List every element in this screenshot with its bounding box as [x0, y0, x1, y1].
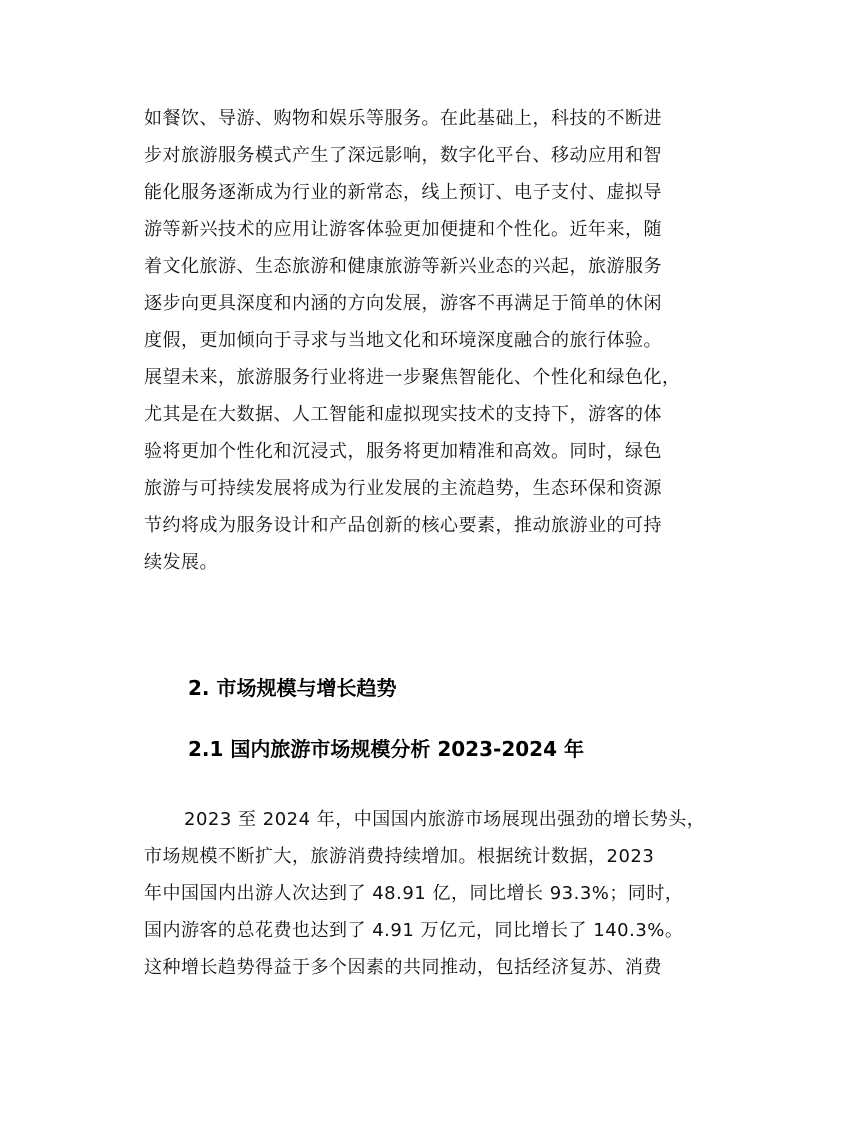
paragraph-line: 逐步向更具深度和内涵的方向发展，游客不再满足于简单的休闲: [144, 293, 662, 314]
paragraph-line: 年中国国内出游人次达到了 48.91 亿，同比增长 93.3%；同时，: [144, 883, 684, 904]
paragraph-line: 这种增长趋势得益于多个因素的共同推动，包括经济复苏、消费: [144, 957, 662, 978]
paragraph-line: 续发展。: [144, 552, 218, 573]
paragraph-domestic-market: [144, 801, 704, 986]
section-heading-market-size: 2. 市场规模与增长趋势: [188, 676, 397, 700]
paragraph-line: 旅游与可持续发展将成为行业发展的主流趋势，生态环保和资源: [144, 478, 662, 499]
paragraph-line: 验将更加个性化和沉浸式，服务将更加精准和高效。同时，绿色: [144, 441, 662, 462]
paragraph-line: 如餐饮、导游、购物和娱乐等服务。在此基础上，科技的不断进: [144, 108, 662, 129]
paragraph-line: 2023 至 2024 年，中国国内旅游市场展现出强劲的增长势头，: [184, 809, 706, 830]
paragraph-line: 国内游客的总花费也达到了 4.91 万亿元，同比增长了 140.3%。: [144, 920, 684, 941]
paragraph-line: 展望未来，旅游服务行业将进一步聚焦智能化、个性化和绿色化，: [144, 367, 681, 388]
paragraph-line: 节约将成为服务设计和产品创新的核心要素，推动旅游业的可持: [144, 515, 662, 536]
subsection-heading-domestic-market: 2.1 国内旅游市场规模分析 2023-2024 年: [188, 737, 584, 761]
paragraph-line: 步对旅游服务模式产生了深远影响，数字化平台、移动应用和智: [144, 145, 662, 166]
paragraph-line: 尤其是在大数据、人工智能和虚拟现实技术的支持下，游客的体: [144, 404, 662, 425]
paragraph-line: 能化服务逐渐成为行业的新常态，线上预订、电子支付、虚拟导: [144, 182, 662, 203]
paragraph-line: 游等新兴技术的应用让游客体验更加便捷和个性化。近年来，随: [144, 219, 662, 240]
paragraph-line: 市场规模不断扩大，旅游消费持续增加。根据统计数据，2023: [144, 846, 655, 867]
paragraph-tourism-services: [144, 100, 704, 581]
paragraph-line: 度假，更加倾向于寻求与当地文化和环境深度融合的旅行体验。: [144, 330, 662, 351]
paragraph-line: 着文化旅游、生态旅游和健康旅游等新兴业态的兴起，旅游服务: [144, 256, 662, 277]
